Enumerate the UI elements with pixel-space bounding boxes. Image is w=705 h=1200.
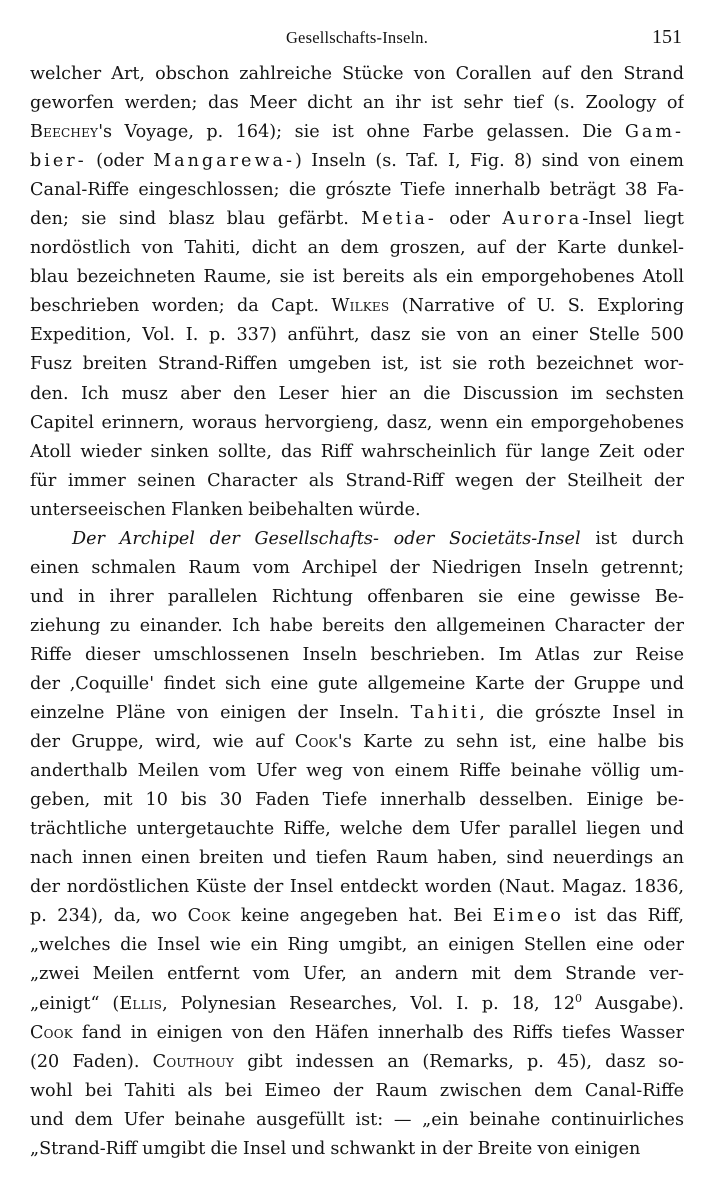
page-number: 151 [652, 26, 682, 48]
text-line [30, 815, 684, 844]
text-segment: den; sie sind blasz blau gefärbt. [30, 209, 362, 230]
text-segment: 's Karte zu sehn ist, eine halbe bis [337, 732, 684, 753]
text-segment: Mangarewa- [153, 151, 295, 172]
text-line [30, 757, 684, 786]
text-line [30, 89, 684, 118]
text-segment: Ellis [119, 993, 163, 1014]
text-segment: trächtliche untergetauchte Riffe, welche dem Ufer parallel liegen und [30, 819, 684, 840]
text-segment: Canal-Riffe eingeschlossen; die grószte Tiefe innerhalb beträgt 38 Fa- [30, 180, 684, 201]
text-segment: Cook [30, 1022, 73, 1043]
text-segment: Eimeo [492, 906, 564, 927]
text-line [30, 1106, 684, 1135]
text-line [30, 873, 684, 902]
text-line [30, 786, 684, 815]
text-line [30, 844, 684, 873]
text-segment: 0 [575, 991, 583, 1005]
text-segment: geworfen werden; das Meer dicht an ihr ist sehr tief (s. Zoology of [30, 93, 684, 114]
text-line [30, 990, 684, 1019]
text-segment: Expedition, Vol. I. p. 337) anführt, dasz sie von an einer Stelle 500 [30, 325, 684, 346]
text-line [30, 583, 684, 612]
text-segment: beschrieben worden; da Capt. [30, 296, 332, 317]
text-segment: 's Voyage, p. 164); sie ist ohne Farbe gelassen. Die [98, 122, 625, 143]
text-segment: ist durch [580, 528, 684, 549]
text-segment: Beechey [30, 122, 99, 143]
text-line [30, 118, 684, 147]
text-segment: Aurora [502, 209, 583, 230]
text-segment: Wilkes [331, 296, 390, 317]
text-line [30, 380, 684, 409]
text-segment: keine angegeben hat. Bei [230, 906, 493, 927]
text-line [30, 1048, 684, 1077]
text-line [30, 1135, 684, 1164]
text-line [30, 641, 684, 670]
text-segment: unterseeischen Flanken beibehalten würde. [30, 499, 421, 520]
text-segment: Cook [294, 732, 338, 753]
text-segment: den. Ich musz aber den Leser hier an die Discussion im sechsten [30, 383, 684, 404]
text-segment: Metia- [361, 209, 437, 230]
text-segment: Gam- [624, 122, 684, 143]
text-segment: Capitel erinnern, woraus hervorgieng, dasz, wenn ein emporgehobenes [30, 412, 684, 433]
text-segment: oder [436, 209, 503, 230]
text-line [30, 321, 684, 350]
book-page [30, 22, 684, 1164]
text-line [30, 1019, 684, 1048]
text-segment: „einigt“ ( [30, 993, 120, 1014]
text-segment: und dem Ufer beinahe ausgefüllt ist: — „ein beinahe continuirliches [30, 1109, 684, 1130]
text-segment: „welches die Insel wie ein Ring umgibt, an einigen Stellen eine oder [30, 935, 684, 956]
text-segment: nordöstlich von Tahiti, dicht an dem groszen, auf der Karte dunkel- [30, 238, 684, 259]
text-segment: blau bezeichneten Raume, sie ist bereits als ein emporgehobenes Atoll [30, 267, 684, 288]
page-header [30, 22, 684, 56]
text-segment: (20 Faden). [30, 1051, 153, 1072]
text-segment: einzelne Pläne von einigen der Inseln. [30, 703, 411, 724]
text-line [30, 1077, 684, 1106]
text-segment: und in ihrer parallelen Richtung offenbaren sie eine gewisse Be- [30, 586, 684, 607]
text-line [30, 292, 684, 321]
running-title: Gesellschafts-Inseln. [285, 28, 429, 47]
text-line [30, 60, 684, 89]
text-segment: bier- [30, 151, 87, 172]
text-line [30, 409, 684, 438]
text-segment: der Gruppe, wird, wie auf [30, 732, 295, 753]
text-segment: , die grószte Insel in [479, 703, 684, 724]
text-line [30, 931, 684, 960]
text-segment: ) Inseln (s. Taf. I, Fig. 8) sind von einem [294, 151, 684, 172]
text-line [30, 960, 684, 989]
text-segment: der nordöstlichen Küste der Insel entdeckt worden (Naut. Magaz. 1836, [30, 877, 684, 898]
text-segment: ist das Riff, [563, 906, 684, 927]
text-segment: der ‚Coquille' findet sich eine gute allgemeine Karte der Gruppe und [30, 673, 684, 694]
text-segment: -Insel liegt [582, 209, 684, 230]
text-segment: geben, mit 10 bis 30 Faden Tiefe innerhalb desselben. Einige be- [30, 790, 684, 811]
text-segment: für immer seinen Character als Strand-Riff wegen der Steilheit der [30, 470, 684, 491]
text-segment: anderthalb Meilen vom Ufer weg von einem Riffe beinahe völlig um- [30, 761, 684, 782]
text-line [30, 670, 684, 699]
text-segment: Der Archipel der Gesellschafts- oder Societäts-Insel [72, 528, 581, 549]
text-segment: „Strand-Riff umgibt die Insel und schwankt in der Breite von einigen [30, 1138, 641, 1159]
text-line [30, 525, 684, 554]
text-segment: Riffe dieser umschlossenen Inseln beschrieben. Im Atlas zur Reise [30, 644, 684, 665]
text-segment: Tahiti [410, 703, 480, 724]
text-segment: p. 234), da, wo [30, 906, 188, 927]
text-line [30, 176, 684, 205]
text-segment: Atoll wieder sinken sollte, das Riff wahrscheinlich für lange Zeit oder [30, 441, 684, 462]
text-segment: welcher Art, obschon zahlreiche Stücke von Corallen auf den Strand [30, 64, 684, 84]
text-line [30, 699, 684, 728]
text-segment: , Polynesian Researches, Vol. I. p. 18, 12 [162, 993, 576, 1014]
text-segment: „zwei Meilen entfernt vom Ufer, an andern mit dem Strande ver- [30, 964, 684, 985]
text-line [30, 350, 684, 379]
text-segment: nach innen einen breiten und tiefen Raum haben, sind neuerdings an [30, 848, 684, 869]
text-line [30, 234, 684, 263]
text-line [30, 467, 684, 496]
text-line [30, 612, 684, 641]
text-segment: ziehung zu einander. Ich habe bereits den allgemeinen Character der [30, 615, 684, 636]
text-segment: (Narrative of U. S. Exploring [389, 296, 684, 317]
text-segment: wohl bei Tahiti als bei Eimeo der Raum zwischen dem Canal-Riffe [30, 1080, 684, 1101]
text-line [30, 205, 684, 234]
text-segment: Cook [187, 906, 231, 927]
text-segment: fand in einigen von den Häfen innerhalb des Riffs tiefes Wasser [72, 1022, 684, 1043]
text-segment: Ausgabe). [582, 993, 684, 1014]
text-line [30, 496, 684, 525]
text-segment: (oder [86, 151, 154, 172]
text-line [30, 554, 684, 583]
text-line [30, 147, 684, 176]
text-line [30, 438, 684, 467]
paragraph [30, 60, 684, 525]
text-line [30, 902, 684, 931]
body-text [30, 60, 684, 1164]
text-segment: gibt indessen an (Remarks, p. 45), dasz so- [234, 1051, 684, 1072]
text-line [30, 728, 684, 757]
text-segment: Fusz breiten Strand-Riffen umgeben ist, ist sie roth bezeichnet wor- [30, 354, 684, 375]
text-line [30, 263, 684, 292]
paragraph [30, 525, 684, 1164]
text-segment: einen schmalen Raum vom Archipel der Niedrigen Inseln getrennt; [30, 557, 684, 578]
text-segment: Couthouy [152, 1051, 235, 1072]
